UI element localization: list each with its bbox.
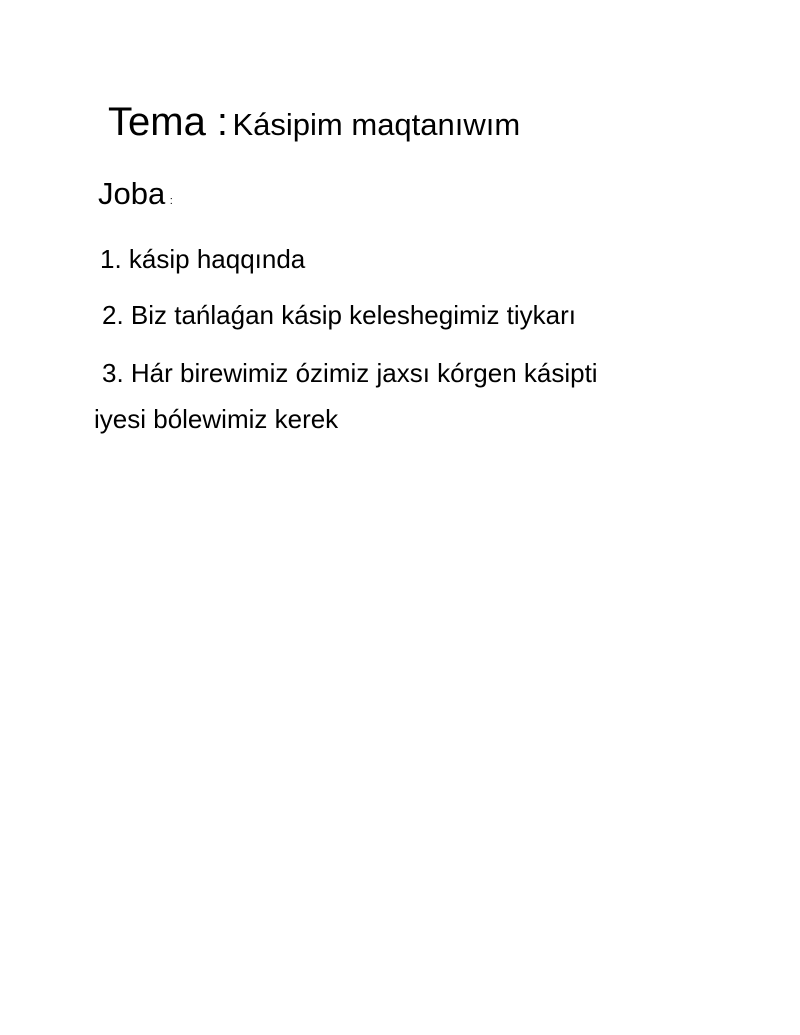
title-value: Kásipim maqtanıwım — [232, 107, 521, 142]
plan-label: Joba — [98, 176, 166, 211]
plan-item-1: 1. kásip haqqında — [100, 244, 306, 274]
plan-heading — [98, 176, 173, 212]
title-label: Tema : — [108, 100, 229, 144]
document-title — [108, 100, 520, 145]
plan-item-3-line-2: iyesi bólewimiz kerek — [94, 404, 339, 434]
plan-item-2: 2. Biz tańlaǵan kásip keleshegimiz tiykarı — [102, 300, 577, 330]
plan-item-3 — [94, 350, 674, 442]
plan-item-3-line-1: 3. Hár birewimiz ózimiz jaxsı kórgen kásipti — [102, 358, 598, 388]
plan-colon: : — [169, 195, 173, 207]
